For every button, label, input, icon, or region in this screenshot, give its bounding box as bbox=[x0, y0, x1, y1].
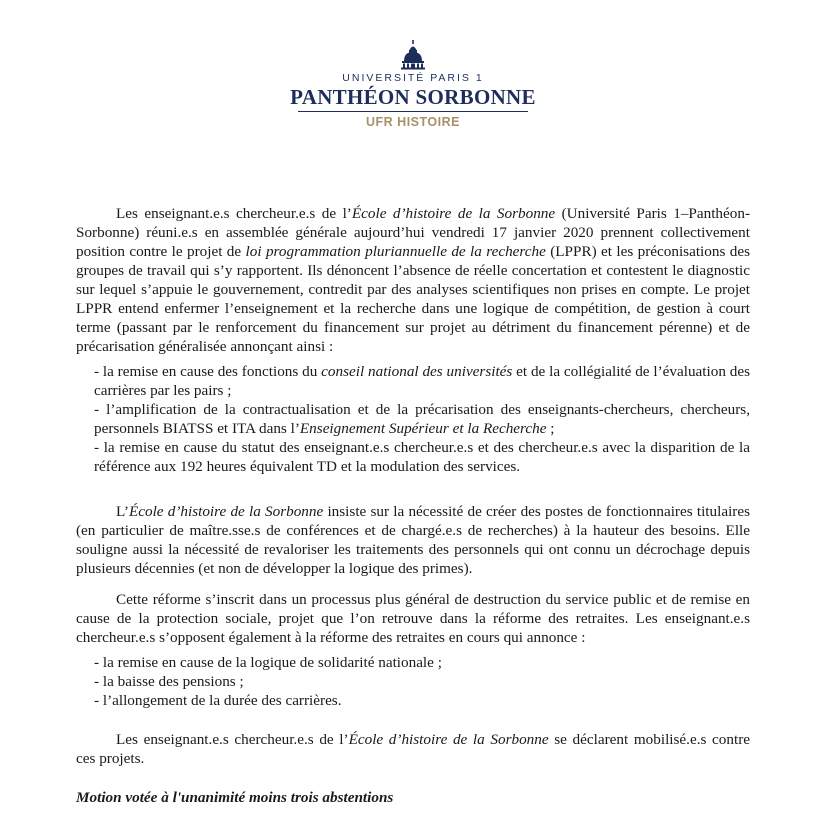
list-lppr bbox=[94, 362, 750, 476]
text-segment: Les enseignant.e.s chercheur.e.s de l’ bbox=[116, 731, 349, 748]
text-segment: se déclarent mobilisé.e.s contre ces projets. bbox=[76, 731, 750, 767]
list-item: - la remise en cause de la logique de solidarité nationale ; bbox=[94, 654, 442, 671]
text-segment: insiste sur la nécessité de créer des postes de fonctionnaires titulaires (en particulier de maître.sse.s de conférences et de chargé.e.s de recherches) à la hauteur des besoins. Elle souligne aussi la nécessité de revaloriser les traitements des personnels qui ont connu un décrochage depuis plusieurs décennies (et non de développer la logique des primes). bbox=[76, 503, 750, 577]
council-name: conseil national des universités bbox=[321, 363, 513, 380]
school-name: École d’histoire de la Sorbonne bbox=[128, 503, 324, 520]
paragraph-1 bbox=[76, 204, 750, 356]
list-retraites bbox=[94, 653, 750, 710]
list-item bbox=[94, 362, 750, 400]
logo-divider bbox=[298, 111, 528, 112]
ministry-name: Enseignement Supérieur et la Recherche bbox=[299, 420, 547, 437]
text-segment: - l’amplification de la contractualisation et de la précarisation des enseignants-chercheurs, chercheurs, personnels BIATSS et ITA dans l’ bbox=[94, 401, 750, 437]
list-item: - la remise en cause du statut des enseignant.e.s chercheur.e.s et des chercheur.e.s avec la disparition de la référence aux 192 heures équivalent TD et la modulation des services. bbox=[94, 439, 750, 475]
motion-result: Motion votée à l'unanimité moins trois abstentions bbox=[76, 789, 394, 806]
dome-icon bbox=[398, 40, 428, 70]
list-item: - l’allongement de la durée des carrières. bbox=[94, 692, 342, 709]
text-segment: ; bbox=[546, 420, 555, 437]
text-segment: (LPPR) et les préconisations des groupes de travail qui s’y rapportent. Ils dénoncent l’absence de réelle concertation et contestent le diagnostic sur lequel s’appuie le gouvernement, contredit par des analyses scientifiques non prises en compte. Le projet LPPR entend enfermer l’enseignement et la recherche dans une logique de compétition, de gestion à court terme (passant par le renforcement du financement sur projet au détriment du financement pérenne) et de précarisation généralisée annonçant ainsi : bbox=[76, 243, 750, 355]
university-name: PANTHÉON SORBONNE bbox=[290, 85, 536, 109]
paragraph-2 bbox=[76, 502, 750, 578]
law-name: loi programmation pluriannuelle de la recherche bbox=[245, 243, 546, 260]
paragraph-3: Cette réforme s’inscrit dans un processus plus général de destruction du service public et de remise en cause de la protection sociale, projet que l’on retrouve dans la réforme des retraites. Les enseignant.e.s chercheur.e.s s’opposent également à la réforme des retraites en cours qui annonce : bbox=[76, 591, 750, 646]
school-name: École d’histoire de la Sorbonne bbox=[351, 205, 556, 222]
paragraph-4 bbox=[76, 730, 750, 768]
text-segment: (Université Paris 1–Panthéon-Sorbonne) réuni.e.s en assemblée générale aujourd’hui vendredi 17 janvier 2020 prennent collectivement position contre le projet de bbox=[76, 205, 751, 260]
unit-name: UFR HISTOIRE bbox=[366, 115, 460, 129]
list-item bbox=[94, 400, 750, 438]
list-item: - la baisse des pensions ; bbox=[94, 673, 244, 690]
school-name: École d’histoire de la Sorbonne bbox=[348, 731, 549, 748]
motion-body bbox=[76, 204, 750, 768]
text-segment: Les enseignant.e.s chercheur.e.s de l’ bbox=[116, 205, 352, 222]
text-segment: L’ bbox=[116, 503, 129, 520]
text-segment: et de la collégialité de l’évaluation des carrières par les pairs ; bbox=[94, 363, 750, 399]
text-segment: - la remise en cause des fonctions du bbox=[94, 363, 322, 380]
university-logo bbox=[0, 40, 826, 130]
university-line: UNIVERSITÉ PARIS 1 bbox=[342, 72, 484, 84]
